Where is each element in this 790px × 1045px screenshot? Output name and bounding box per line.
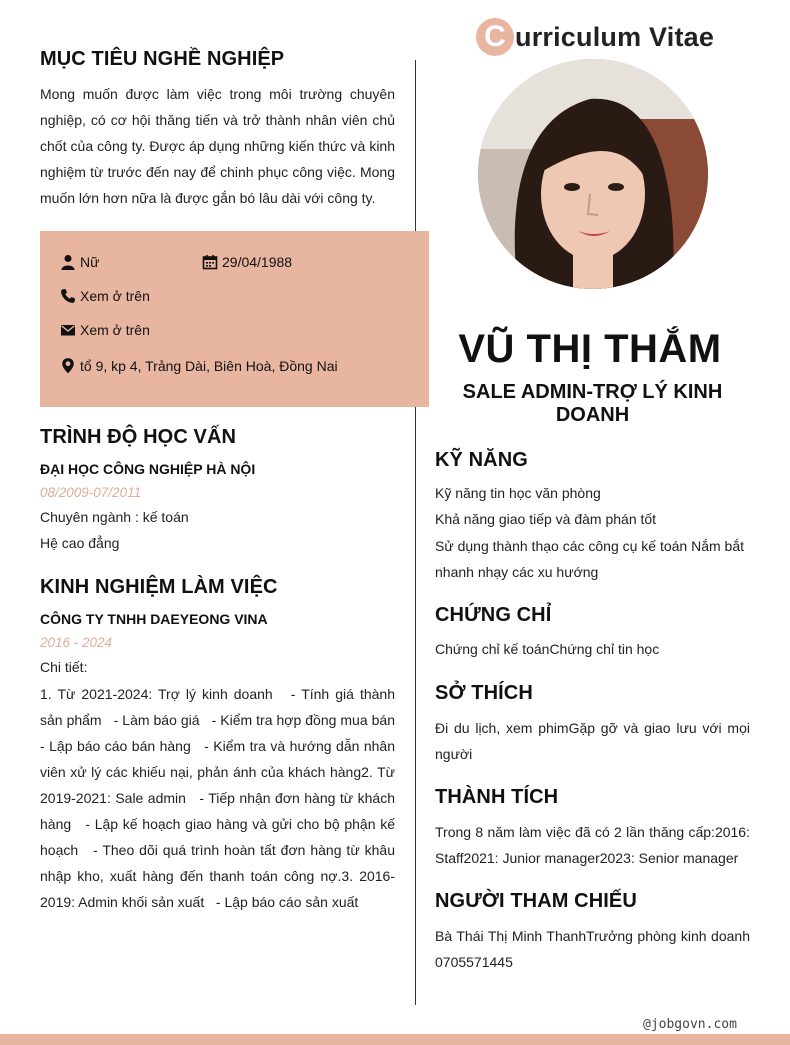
skills-title: KỸ NĂNG [435, 449, 528, 471]
education-period: 08/2009-07/2011 [40, 485, 142, 500]
experience-detail: 1. Từ 2021-2024: Trợ lý kinh doanh - Tính giá thành sản phẩm - Làm báo giá - Kiểm tra hợp đồng mua bán - Lập báo cáo bán hàng - Kiểm tra và hướng dẫn nhân viên xử lý các khiếu nại, phản ánh của khách hàng2. Từ 2019-2021: Sale admin - Tiếp nhận đơn hàng từ khách hàng - Lập kế hoạch giao hàng và gửi cho bộ phận kế hoạch - Theo dõi quá trình hoàn tất đơn hàng từ khâu nhập kho, xuất hàng đến thanh toán công nợ.3. 2016-2019: Admin khối sản xuất - Lập báo cáo sản xuất [40, 686, 407, 910]
education-title: TRÌNH ĐỘ HỌC VẤN [40, 426, 237, 448]
address-row [60, 356, 338, 375]
education-major: Chuyên ngành : kế toán [40, 509, 189, 525]
birthday-value: 29/04/1988 [222, 254, 293, 270]
contact-box [40, 231, 429, 407]
certificates-text: Chứng chỉ kế toánChứng chỉ tin học [435, 641, 660, 657]
experience-title: KINH NGHIỆM LÀM VIỆC [40, 576, 278, 598]
cv-logo [476, 18, 714, 56]
career-goal-title: MỤC TIÊU NGHỀ NGHIỆP [40, 48, 285, 70]
gender-value: Nữ [80, 254, 100, 270]
birthday-row [202, 254, 292, 270]
education-level: Hệ cao đẳng [40, 535, 120, 551]
experience-detail-label: Chi tiết: [40, 659, 88, 675]
profile-photo [478, 59, 708, 289]
logo-letter: C [476, 18, 514, 56]
footer-band [0, 1034, 790, 1045]
logo-text: urriculum Vitae [515, 21, 715, 52]
hobbies-title: SỞ THÍCH [435, 682, 533, 704]
email-icon [60, 322, 76, 338]
email-value: Xem ở trên [80, 322, 150, 338]
certificates-title: CHỨNG CHỈ [435, 604, 552, 626]
career-goal-text: Mong muốn được làm việc trong môi trường chuyên nghiệp, có cơ hội thăng tiến và trở thành nhân viên chủ chốt của công ty. Được áp dụng những kiến thức và kinh nghiệm từ trước đến nay để chinh phục công việc. Mong muốn lớn hơn nữa là được gắn bó lâu dài với công ty. [40, 86, 395, 206]
email-row [60, 322, 150, 338]
candidate-role: SALE ADMIN-TRỢ LÝ KINH DOANH [462, 381, 723, 426]
education-school: ĐẠI HỌC CÔNG NGHIỆP HÀ NỘI [40, 461, 256, 477]
location-icon [60, 356, 76, 375]
user-icon [60, 254, 76, 270]
footer-watermark: @jobgovn.com [643, 1017, 737, 1032]
hobbies-text: Đi du lịch, xem phimGặp gỡ và giao lưu với mọi người [435, 720, 750, 762]
achievements-title: THÀNH TÍCH [435, 786, 559, 808]
column-divider [415, 60, 416, 1005]
profile-photo-image [478, 59, 708, 289]
achievements-text: Trong 8 năm làm việc đã có 2 lần thăng cấp:2016: Staff2021: Junior manager2023: Senior manager [435, 824, 750, 866]
phone-value: Xem ở trên [80, 288, 150, 304]
gender-row [60, 254, 99, 270]
skill-item: Kỹ năng tin học văn phòng [435, 485, 601, 501]
phone-row [60, 288, 150, 304]
experience-company: CÔNG TY TNHH DAEYEONG VINA [40, 611, 268, 627]
experience-period: 2016 - 2024 [40, 635, 113, 650]
skill-item: Sử dụng thành thạo các công cụ kế toán Nắm bắt nhanh nhạy các xu hướng [435, 538, 745, 580]
address-value: tổ 9, kp 4, Trảng Dài, Biên Hoà, Đồng Nai [80, 357, 338, 374]
references-title: NGƯỜI THAM CHIẾU [435, 890, 637, 912]
calendar-icon [202, 254, 218, 270]
candidate-name: VŨ THỊ THẮM [458, 327, 722, 371]
references-text: Bà Thái Thị Minh ThanhTrưởng phòng kinh doanh 0705571445 [435, 928, 750, 970]
phone-icon [60, 288, 76, 304]
skill-item: Khả năng giao tiếp và đàm phán tốt [435, 511, 657, 527]
